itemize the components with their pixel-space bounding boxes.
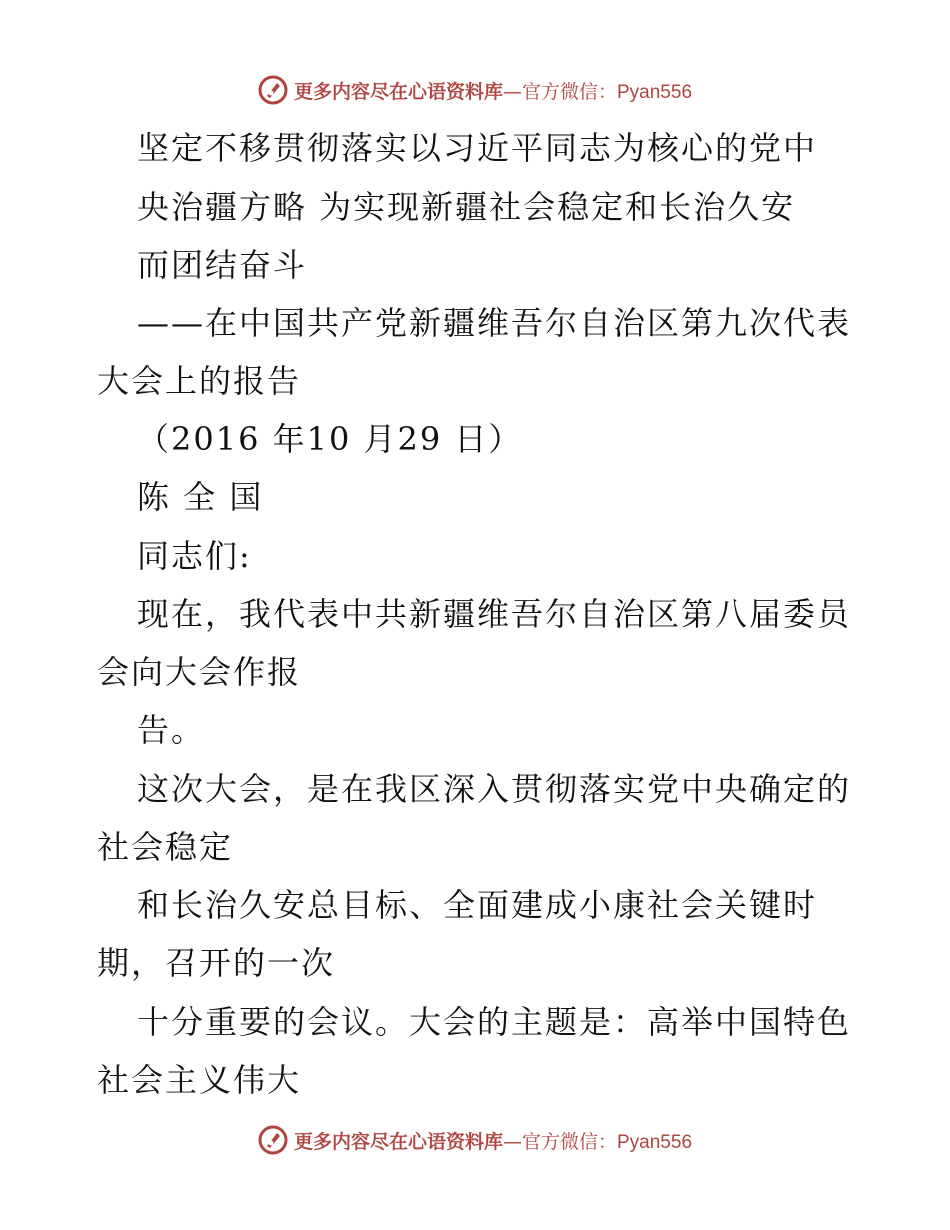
salutation-line: 同志们:	[137, 537, 252, 575]
footer-watermark	[0, 1120, 950, 1160]
header-watermark	[0, 70, 950, 110]
watermark-text: 更多内容尽在心语资料库—官方微信：Pyan556	[293, 1130, 693, 1153]
title-line-2: 央治疆方略 为实现新疆社会稳定和长治久安	[137, 188, 796, 226]
pen-nib-logo-icon	[258, 75, 288, 105]
title-line-3: 而团结奋斗	[137, 246, 308, 284]
paragraph-line: 社会主义伟大	[97, 1061, 302, 1099]
paragraph-line: 告。	[137, 711, 206, 749]
title-line-1: 坚定不移贯彻落实以习近平同志为核心的党中	[137, 129, 818, 167]
paragraph-line: 社会稳定	[97, 828, 234, 866]
paragraph-line: 这次大会，是在我区深入贯彻落实党中央确定的	[137, 770, 852, 808]
paragraph-line: 十分重要的会议。大会的主题是：高举中国特色	[137, 1003, 852, 1041]
paragraph-line: 现在，我代表中共新疆维吾尔自治区第八届委员	[137, 595, 852, 633]
watermark-text: 更多内容尽在心语资料库—官方微信：Pyan556	[293, 80, 693, 103]
pen-nib-logo-icon	[258, 1125, 288, 1155]
subtitle-line-2: 大会上的报告	[97, 362, 302, 400]
date-line: （2016 年10 月29 日）	[137, 420, 523, 458]
paragraph-line: 和长治久安总目标、全面建成小康社会关键时	[137, 886, 818, 924]
paragraph-line: 会向大会作报	[97, 653, 302, 691]
subtitle-line-1: ——在中国共产党新疆维吾尔自治区第九次代表	[137, 304, 852, 342]
author-line: 陈 全 国	[137, 478, 264, 516]
paragraph-line: 期，召开的一次	[97, 944, 336, 982]
